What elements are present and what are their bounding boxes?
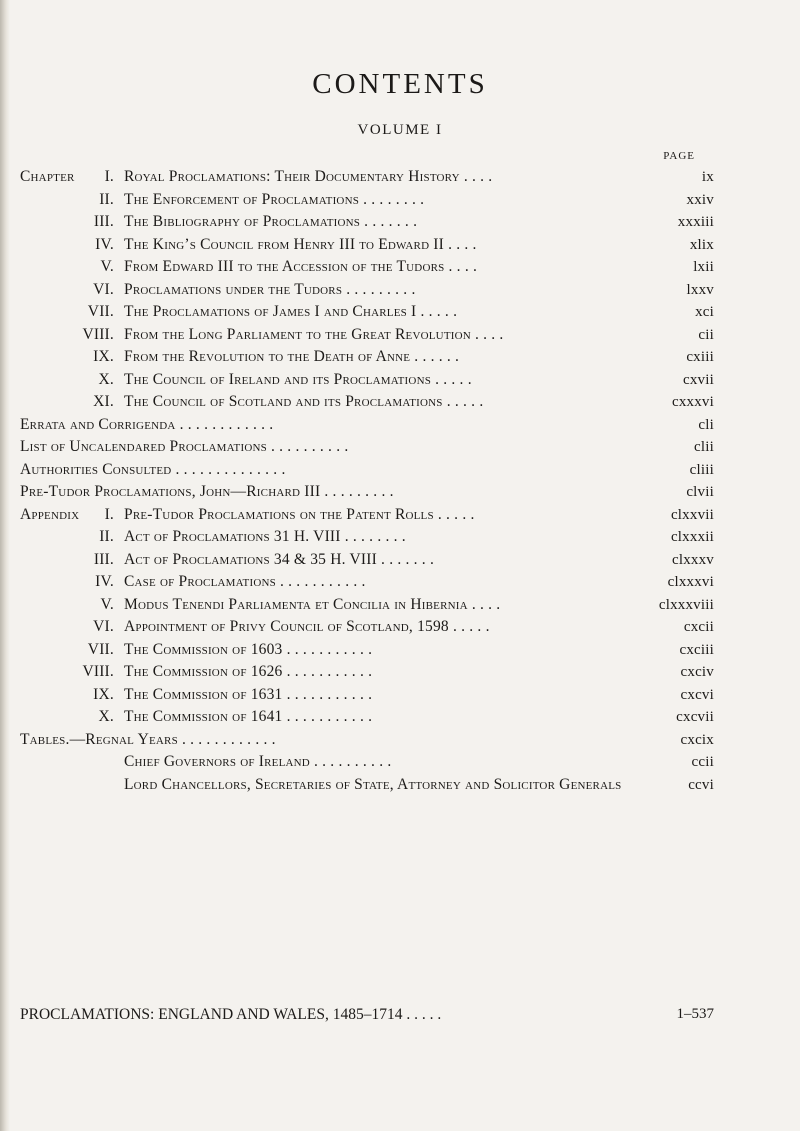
- contents-row: [0, 684, 800, 707]
- leader-dots: . . . . . . . . . . .: [282, 708, 373, 725]
- row-title: Act of Proclamations 31 H. VIII: [124, 528, 341, 545]
- leader-dots: . . . . . . . .: [359, 190, 425, 208]
- row-page: cxciii: [679, 641, 714, 658]
- row-title: The Proclamations of James I and Charles I: [124, 303, 417, 320]
- leader-dots: . . . . . . . . . .: [309, 753, 392, 770]
- row-title: Appointment of Privy Council of Scotland, 1598: [124, 618, 449, 635]
- row-number: IV.: [95, 235, 114, 253]
- row-number: III.: [93, 550, 114, 568]
- row-label: Tables.—Regnal Years: [20, 730, 178, 748]
- row-title: Proclamations under the Tudors: [124, 280, 343, 298]
- leader-dots: . . . . . . . . . . . .: [175, 415, 274, 433]
- row-title-wrap: [124, 256, 477, 279]
- row-page: clvii: [686, 484, 714, 500]
- contents-row: [0, 661, 800, 684]
- contents-row: [0, 346, 800, 369]
- leader-dots: . . . . .: [448, 618, 490, 635]
- leader-dots: . . . . . . . . .: [320, 483, 394, 500]
- contents-row: [0, 481, 800, 504]
- leader-dots: . . . . . . .: [376, 550, 435, 568]
- contents-row: [0, 459, 800, 482]
- row-title: The Bibliography of Proclamations: [124, 213, 361, 230]
- contents-list: [0, 166, 800, 796]
- row-title: Modus Tenendi Parliamenta et Concilia in Hibernia: [124, 595, 468, 613]
- contents-row: [0, 414, 800, 437]
- row-number: IX.: [93, 685, 114, 703]
- leader-dots: . . . . . . . . . . . .: [177, 730, 276, 748]
- row-title-wrap: [124, 211, 417, 234]
- contents-row: [0, 279, 800, 302]
- row-label: Authorities Consulted: [20, 460, 172, 478]
- leader-dots: . . . . .: [431, 370, 472, 388]
- leader-dots: . . . .: [444, 258, 478, 275]
- row-title-wrap: [124, 301, 457, 324]
- row-title: Case of Proclamations: [124, 573, 276, 590]
- contents-row: [0, 549, 800, 572]
- leader-dots: . . . . . . . . . . .: [282, 640, 373, 658]
- row-number: VI.: [93, 618, 114, 635]
- row-title-wrap: [124, 391, 483, 414]
- row-title-wrap: [124, 571, 366, 594]
- row-number: XI.: [93, 393, 114, 410]
- contents-row: [0, 639, 800, 662]
- row-title-wrap: [124, 639, 372, 662]
- row-page: xxiv: [686, 191, 714, 208]
- leader-dots: . . . . . . . . .: [342, 280, 416, 298]
- row-title: Lord Chancellors, Secretaries of State, Attorney and Solicitor Generals: [124, 775, 622, 793]
- row-title: The Commission of 1631: [124, 685, 283, 703]
- row-page: xlix: [689, 236, 714, 253]
- leader-dots: . . . .: [470, 325, 504, 343]
- contents-row: [0, 369, 800, 392]
- row-title-wrap: [124, 526, 406, 549]
- row-title: Royal Proclamations: Their Documentary History: [124, 168, 460, 185]
- footer-title: PROCLAMATIONS: ENGLAND AND WALES, 1485–1714: [20, 1006, 403, 1023]
- row-page: cxiii: [686, 349, 714, 365]
- row-number: IX.: [93, 348, 114, 365]
- row-page: ccii: [691, 754, 714, 770]
- row-page: cxxxvi: [671, 394, 714, 410]
- row-number: IV.: [95, 573, 114, 590]
- contents-row: [0, 301, 800, 324]
- row-title-wrap: [124, 324, 504, 347]
- row-title-wrap: [20, 481, 394, 504]
- row-label: Pre-Tudor Proclamations, John—Richard III: [20, 483, 321, 500]
- leader-dots: . . . . . . .: [360, 213, 418, 230]
- row-title-wrap: [124, 504, 475, 527]
- row-title: From the Revolution to the Death of Anne: [124, 348, 411, 365]
- contents-row: [0, 594, 800, 617]
- leader-dots: . . . . . . . . . . . . . .: [171, 460, 286, 478]
- page-title: CONTENTS: [312, 68, 488, 100]
- leader-dots: . . . . . . . . . . .: [282, 685, 373, 703]
- row-number: X.: [98, 708, 114, 725]
- row-number: VIII.: [82, 325, 114, 343]
- row-title-wrap: [124, 234, 477, 257]
- leader-dots: . . . .: [459, 168, 493, 185]
- row-label: List of Uncalendared Proclamations: [20, 438, 267, 455]
- row-title-wrap: [20, 414, 273, 437]
- row-page: cxcii: [683, 619, 714, 635]
- contents-row: [0, 504, 800, 527]
- row-title: From the Long Parliament to the Great Revolution: [124, 325, 471, 343]
- row-number: I.: [104, 505, 114, 523]
- row-number: X.: [98, 370, 114, 388]
- row-page: clii: [694, 439, 714, 455]
- row-page: cxcix: [680, 731, 714, 748]
- contents-row: [0, 729, 800, 752]
- row-title-wrap: [20, 436, 348, 459]
- row-title: Pre-Tudor Proclamations on the Patent Rolls: [124, 505, 434, 523]
- row-title: Chief Governors of Ireland: [124, 753, 310, 770]
- row-title: The King’s Council from Henry III to Edward II: [124, 235, 445, 253]
- leader-dots: . . . . .: [416, 303, 458, 320]
- row-page: ccvi: [688, 776, 714, 793]
- contents-row: [0, 616, 800, 639]
- leader-dots: . . . .: [444, 235, 477, 253]
- row-number: I.: [104, 168, 114, 185]
- row-page: cii: [698, 326, 714, 343]
- contents-row: [0, 189, 800, 212]
- contents-row: [0, 166, 800, 189]
- row-page: clxxvii: [670, 506, 714, 523]
- row-title-wrap: [124, 549, 434, 572]
- row-title: The Commission of 1626: [124, 663, 283, 680]
- row-title: The Enforcement of Proclamations: [124, 190, 360, 208]
- leader-dots: . . . . . . . . . . .: [282, 663, 373, 680]
- row-title-wrap: [124, 616, 490, 639]
- row-page: cliii: [689, 461, 714, 478]
- contents-row: [0, 706, 800, 729]
- row-title-wrap: [124, 279, 416, 302]
- contents-row: [0, 526, 800, 549]
- contents-row: [0, 324, 800, 347]
- leader-dots: . . . .: [467, 595, 501, 613]
- row-page: clxxxii: [670, 529, 714, 545]
- leader-dots: . . . . . . . . . . .: [275, 573, 366, 590]
- contents-row: [0, 256, 800, 279]
- contents-row: [0, 571, 800, 594]
- contents-row: [0, 234, 800, 257]
- row-page: clxxxv: [671, 551, 714, 568]
- row-page: cli: [698, 416, 714, 433]
- row-number: VII.: [87, 303, 114, 320]
- row-page: cxcvi: [680, 686, 714, 703]
- contents-row: [0, 391, 800, 414]
- contents-row: [0, 774, 800, 797]
- row-number: V.: [100, 595, 114, 613]
- row-label: Chapter: [20, 168, 75, 185]
- row-number: VI.: [93, 280, 114, 298]
- row-title-wrap: [20, 729, 276, 752]
- footer-page: 1–537: [676, 1006, 714, 1022]
- row-title: Act of Proclamations 34 & 35 H. VIII: [124, 550, 377, 568]
- row-page: xci: [695, 304, 714, 320]
- row-label: Errata and Corrigenda: [20, 415, 176, 433]
- row-title-wrap: [124, 661, 372, 684]
- leader-dots: . . . . . .: [410, 348, 460, 365]
- row-title: The Commission of 1603: [124, 640, 283, 658]
- footer-dots: . . . . .: [402, 1006, 442, 1023]
- row-page: cxciv: [680, 664, 714, 680]
- contents-row: [0, 436, 800, 459]
- row-title-wrap: [124, 369, 472, 392]
- row-title-wrap: [124, 751, 391, 774]
- row-number: II.: [99, 528, 114, 545]
- row-title: The Council of Scotland and its Proclamations: [124, 393, 443, 410]
- row-label: Appendix: [20, 505, 80, 523]
- row-title: From Edward III to the Accession of the Tudors: [124, 258, 445, 275]
- row-title-wrap: [124, 684, 372, 707]
- row-title-wrap: [124, 189, 424, 212]
- row-title: The Commission of 1641: [124, 708, 283, 725]
- leader-dots: . . . . .: [433, 505, 475, 523]
- contents-row: [0, 211, 800, 234]
- row-title-wrap: [124, 706, 372, 729]
- row-number: V.: [100, 258, 114, 275]
- row-title-wrap: [124, 166, 492, 189]
- row-title-wrap: [124, 346, 459, 369]
- row-page: lxxv: [686, 281, 714, 298]
- row-title-wrap: [20, 459, 286, 482]
- page-column-header: PAGE: [663, 150, 695, 162]
- row-page: clxxxvi: [667, 574, 714, 590]
- leader-dots: . . . . .: [442, 393, 484, 410]
- row-page: cxvii: [683, 371, 714, 388]
- volume-heading: VOLUME I: [357, 122, 443, 138]
- leader-dots: . . . . . . . .: [340, 528, 406, 545]
- row-title-wrap: [124, 594, 500, 617]
- row-number: VII.: [87, 640, 114, 658]
- footer-entry: [20, 1006, 722, 1024]
- row-page: cxcvii: [676, 709, 714, 725]
- row-page: ix: [701, 169, 714, 185]
- row-number: III.: [93, 213, 114, 230]
- contents-row: [0, 751, 800, 774]
- row-title: The Council of Ireland and its Proclamations: [124, 370, 432, 388]
- row-page: xxxiii: [677, 214, 714, 230]
- row-page: lxii: [693, 259, 714, 275]
- row-title-wrap: [124, 774, 621, 797]
- leader-dots: . . . . . . . . . .: [266, 438, 349, 455]
- row-number: VIII.: [82, 663, 114, 680]
- row-number: II.: [99, 190, 114, 208]
- row-page: clxxxviii: [658, 596, 714, 613]
